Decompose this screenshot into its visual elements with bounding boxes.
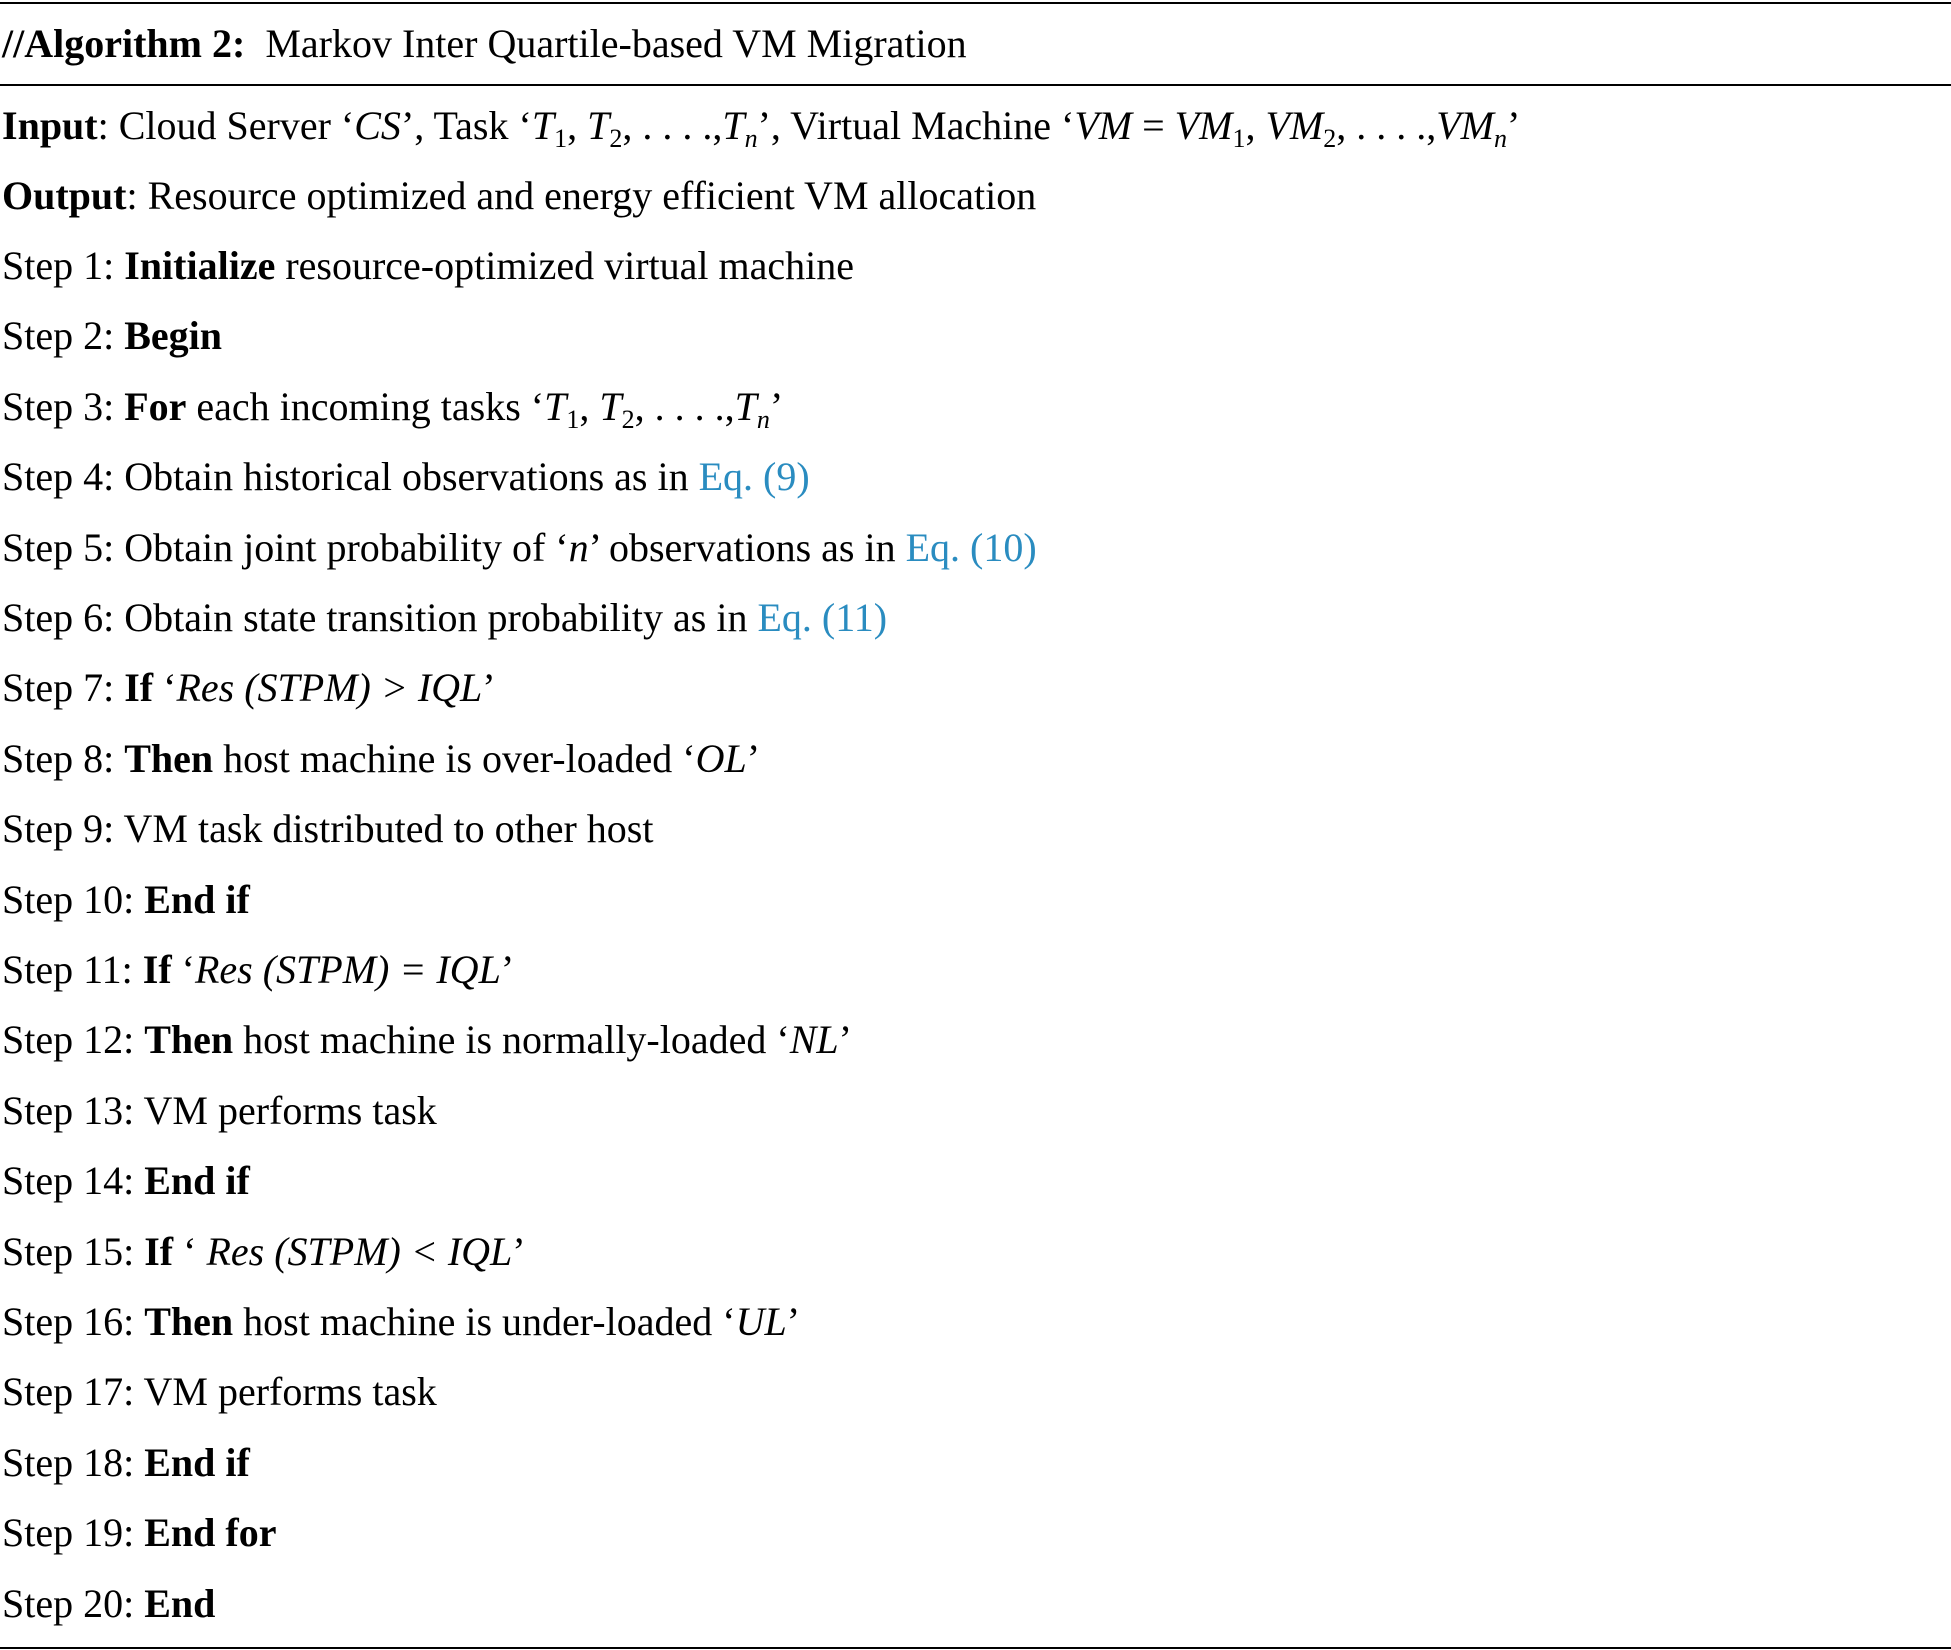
- input-sub: 1: [1232, 124, 1246, 153]
- step-expression: Res (STPM) = IQL: [194, 947, 501, 992]
- step-keyword: End if: [144, 1440, 250, 1485]
- step-keyword: Then: [124, 736, 214, 781]
- step-var: T: [599, 384, 622, 429]
- step-line: [2, 1505, 276, 1561]
- step-prefix: Step 13:: [2, 1088, 144, 1133]
- step-prefix: Step 4:: [2, 454, 125, 499]
- step-line: [2, 731, 760, 787]
- step-line: [2, 1083, 437, 1139]
- step-line: [2, 1364, 437, 1420]
- step-keyword: End if: [144, 1158, 250, 1203]
- step-prefix: Step 2:: [2, 313, 125, 358]
- step-keyword: Then: [144, 1299, 234, 1344]
- step-var: T: [544, 384, 567, 429]
- input-text: : Cloud Server ‘: [97, 103, 355, 148]
- step-text: ‘: [153, 665, 177, 710]
- step-sub: 1: [566, 405, 580, 434]
- step-text: host machine is under-loaded ‘: [233, 1299, 736, 1344]
- step-line: [2, 801, 653, 857]
- input-text: ’: [1506, 103, 1521, 148]
- step-prefix: Step 7:: [2, 665, 125, 710]
- step-var: UL: [735, 1299, 787, 1344]
- step-line: [2, 520, 1037, 576]
- step-prefix: Step 10:: [2, 877, 145, 922]
- step-line: [2, 660, 496, 716]
- step-line: [2, 379, 783, 435]
- step-text: VM performs task: [143, 1369, 437, 1414]
- step-prefix: Step 17:: [2, 1369, 144, 1414]
- step-text: ‘: [173, 1229, 207, 1274]
- step-text: ‘: [171, 947, 195, 992]
- step-text: ’: [769, 384, 784, 429]
- input-sub: 2: [609, 124, 623, 153]
- output-label: Output: [2, 173, 127, 218]
- input-sep: , . . . .,: [1336, 103, 1437, 148]
- step-text: ’: [746, 736, 761, 781]
- step-line: [2, 1435, 250, 1491]
- step-line: [2, 1576, 215, 1632]
- step-text: each incoming tasks ‘: [186, 384, 545, 429]
- step-text: ’: [838, 1017, 852, 1062]
- input-var-cs: CS: [354, 103, 401, 148]
- step-prefix: Step 16:: [2, 1299, 145, 1344]
- step-expression: Res (STPM) < IQL: [206, 1229, 513, 1274]
- input-sub: 2: [1323, 124, 1337, 153]
- step-line: [2, 942, 514, 998]
- input-sub: n: [1493, 124, 1507, 153]
- step-line: [2, 238, 854, 294]
- input-var-vm: VM: [1436, 103, 1494, 148]
- algorithm-title: [2, 20, 967, 68]
- step-var: OL: [695, 736, 747, 781]
- equation-link[interactable]: Eq. (9): [698, 454, 810, 499]
- step-text: host machine is normally-loaded ‘: [233, 1017, 790, 1062]
- bottom-rule: [0, 1647, 1951, 1649]
- step-prefix: Step 5:: [2, 525, 125, 570]
- step-text: resource-optimized virtual machine: [275, 243, 854, 288]
- step-sep: , . . . .,: [634, 384, 735, 429]
- step-prefix: Step 6:: [2, 595, 125, 640]
- input-label: Input: [2, 103, 98, 148]
- step-line: [2, 1294, 800, 1350]
- step-keyword: End: [144, 1581, 216, 1626]
- step-var: T: [734, 384, 757, 429]
- step-prefix: Step 18:: [2, 1440, 145, 1485]
- step-sub: 2: [621, 405, 635, 434]
- step-text: ’: [512, 1229, 526, 1274]
- step-keyword: End if: [144, 877, 250, 922]
- input-sub: 1: [554, 124, 568, 153]
- algorithm-title-label: //Algorithm 2:: [2, 21, 246, 66]
- step-sub: n: [756, 405, 770, 434]
- step-line: [2, 1012, 852, 1068]
- step-prefix: Step 8:: [2, 736, 125, 781]
- output-line: [2, 168, 1036, 224]
- step-text: VM performs task: [143, 1088, 437, 1133]
- step-prefix: Step 20:: [2, 1581, 145, 1626]
- step-keyword: Then: [144, 1017, 234, 1062]
- step-prefix: Step 19:: [2, 1510, 145, 1555]
- input-eq: =: [1132, 103, 1175, 148]
- input-sub: n: [744, 124, 758, 153]
- step-text: ’: [786, 1299, 801, 1344]
- step-text: VM task distributed to other host: [123, 806, 654, 851]
- step-var: n: [568, 525, 589, 570]
- input-line: [2, 98, 1520, 154]
- equation-link[interactable]: Eq. (10): [905, 525, 1037, 570]
- step-keyword: For: [124, 384, 187, 429]
- input-var-t: T: [722, 103, 745, 148]
- step-prefix: Step 9:: [2, 806, 124, 851]
- step-text: ’: [500, 947, 515, 992]
- step-text: Obtain historical observations as in: [124, 454, 699, 499]
- step-keyword: If: [144, 1229, 174, 1274]
- step-keyword: End for: [144, 1510, 277, 1555]
- step-text: Obtain joint probability of ‘: [124, 525, 569, 570]
- step-prefix: Step 1:: [2, 243, 125, 288]
- input-var-vm: VM: [1265, 103, 1324, 148]
- step-expression: Res (STPM) > IQL: [176, 665, 483, 710]
- input-text: ’, Virtual Machine ‘: [757, 103, 1075, 148]
- step-keyword: If: [142, 947, 172, 992]
- step-keyword: If: [124, 665, 154, 710]
- input-sep: ,: [567, 103, 588, 148]
- step-var: NL: [789, 1017, 839, 1062]
- input-var-t: T: [531, 103, 555, 148]
- output-text: : Resource optimized and energy efficient VM allocation: [126, 173, 1037, 218]
- step-prefix: Step 15:: [2, 1229, 145, 1274]
- step-text: host machine is over-loaded ‘: [213, 736, 696, 781]
- step-line: [2, 590, 887, 646]
- header-rule: [0, 84, 1951, 86]
- algorithm-title-text: Markov Inter Quartile-based VM Migration: [265, 21, 967, 66]
- step-text: Obtain state transition probability as in: [124, 595, 758, 640]
- step-line: [2, 308, 222, 364]
- step-keyword: Initialize: [124, 243, 276, 288]
- step-prefix: Step 14:: [2, 1158, 145, 1203]
- step-line: [2, 1224, 526, 1280]
- input-sep: , . . . .,: [622, 103, 723, 148]
- step-prefix: Step 3:: [2, 384, 125, 429]
- step-keyword: Begin: [124, 313, 223, 358]
- step-line: [2, 449, 810, 505]
- input-var-t: T: [587, 103, 610, 148]
- input-text: ’, Task ‘: [400, 103, 532, 148]
- equation-link[interactable]: Eq. (11): [757, 595, 888, 640]
- input-var-vm: VM: [1074, 103, 1133, 148]
- step-line: [2, 1153, 250, 1209]
- step-text: ’ observations as in: [588, 525, 906, 570]
- step-prefix: Step 11:: [2, 947, 143, 992]
- step-line: [2, 872, 250, 928]
- top-rule: [0, 2, 1951, 4]
- step-text: ’: [482, 665, 496, 710]
- step-sep: ,: [579, 384, 600, 429]
- input-var-vm: VM: [1174, 103, 1233, 148]
- input-sep: ,: [1245, 103, 1266, 148]
- step-prefix: Step 12:: [2, 1017, 145, 1062]
